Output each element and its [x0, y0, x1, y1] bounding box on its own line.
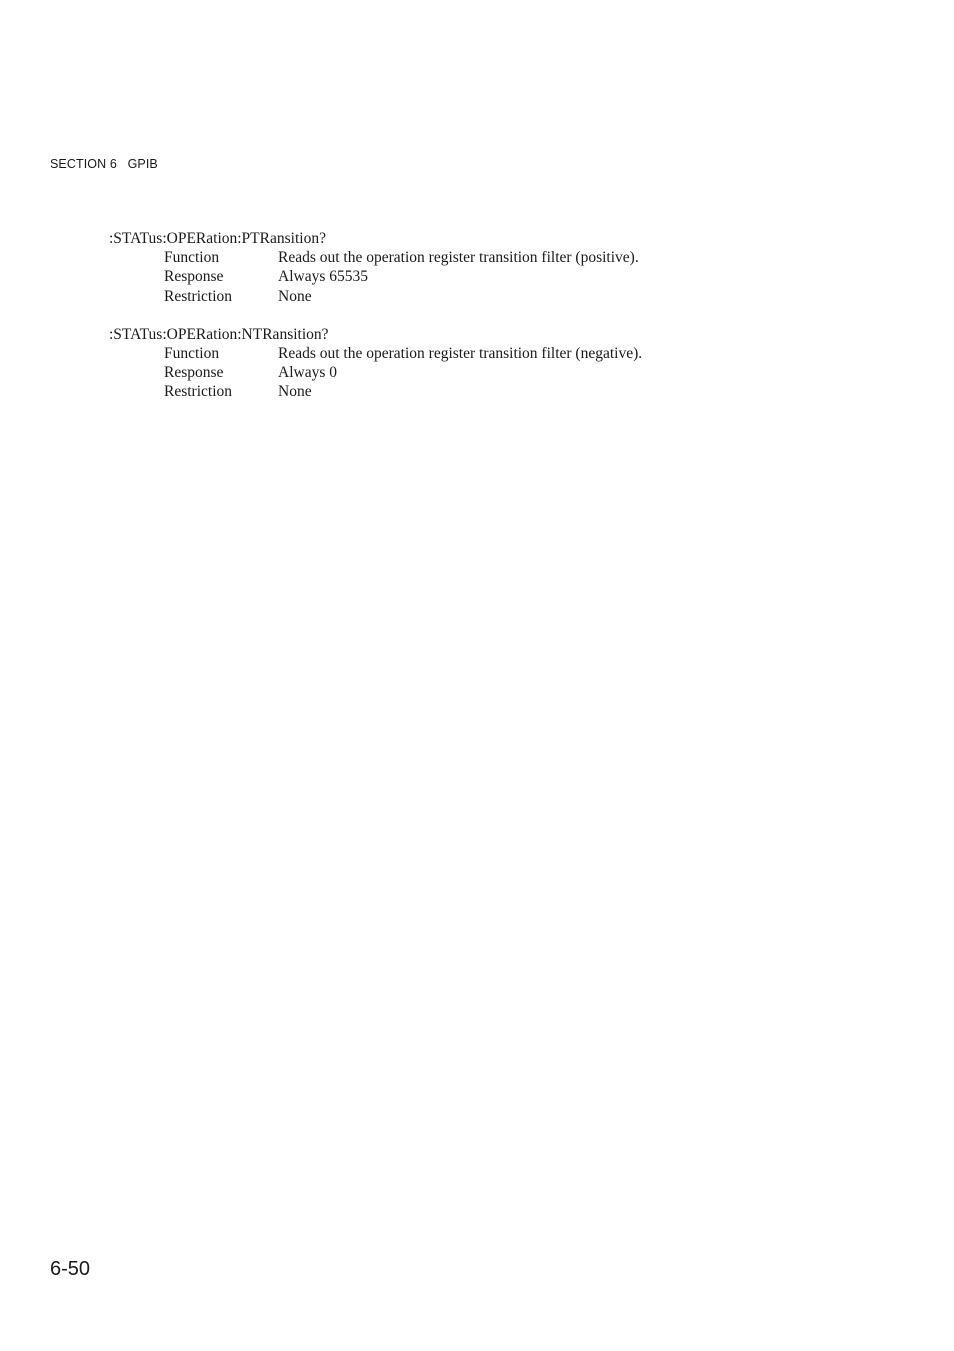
page-number: 6-50	[50, 1258, 91, 1280]
response-label: Response	[164, 268, 224, 286]
restriction-row	[109, 382, 642, 401]
restriction-label: Restriction	[164, 287, 233, 305]
response-value: Always 65535	[278, 268, 368, 286]
function-label: Function	[164, 345, 220, 363]
restriction-value: None	[278, 287, 312, 305]
command-list	[109, 229, 642, 421]
restriction-label: Restriction	[164, 383, 233, 401]
response-row	[109, 267, 642, 286]
command-ntransition	[109, 325, 642, 402]
function-row	[109, 344, 642, 363]
restriction-row	[109, 287, 642, 306]
restriction-value: None	[278, 383, 312, 401]
function-value: Reads out the operation register transition filter (positive).	[278, 249, 639, 267]
command-name: :STATus:OPERation:NTRansition?	[109, 325, 329, 343]
command-name: :STATus:OPERation:PTRansition?	[109, 230, 326, 247]
function-label: Function	[164, 249, 220, 267]
response-label: Response	[164, 364, 224, 382]
function-value: Reads out the operation register transition filter (negative).	[278, 345, 643, 363]
function-row	[109, 248, 642, 267]
command-ptransition	[109, 229, 642, 306]
response-row	[109, 363, 642, 382]
response-value: Always 0	[278, 364, 337, 382]
running-header: SECTION 6 GPIB	[50, 157, 158, 171]
